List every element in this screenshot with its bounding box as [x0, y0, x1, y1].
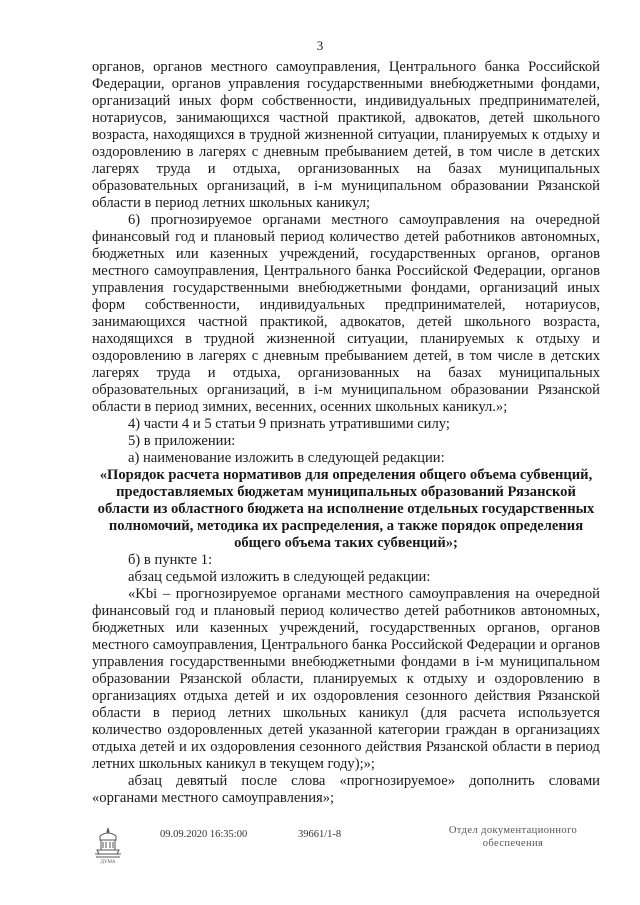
paragraph: 4) части 4 и 5 статьи 9 признать утратившими силу;	[128, 416, 450, 432]
footer-datetime: 09.09.2020 16:35:00	[160, 829, 248, 840]
footer-dept-line2: обеспечения	[482, 838, 544, 849]
page-footer	[0, 826, 640, 886]
paragraph: 5) в приложении:	[128, 433, 236, 449]
paragraph: органов, органов местного самоуправления, Центрального банка Российской Федерации, органов управления государственными внебюджетными фондами, организаций иных форм собственности, индивидуальных предпринимателей, нотариусов, занимающихся частной практикой, адвокатов, детей школьного возраста, находящихся в трудной жизненной ситуации, планируемых к отдыху и оздоровлению в лагерях с дневным пребыванием детей, в том числе в детских лагерях труда и отдыха, организованных на базах муниципальных образовательных организаций, в i-м муниципальном образовании Рязанской области в период летних школьных каникул;	[92, 59, 600, 211]
paragraph: а) наименование изложить в следующей редакции:	[128, 450, 445, 466]
paragraph: абзац седьмой изложить в следующей редакции:	[128, 569, 431, 585]
svg-text:ДУМА: ДУМА	[100, 860, 116, 865]
paragraph: б) в пункте 1:	[128, 552, 213, 568]
footer-document-number: 39661/1-8	[298, 829, 342, 840]
paragraph: абзац девятый после слова «прогнозируемое» дополнить словами «органами местного самоуправления»;	[92, 773, 600, 806]
footer-department-stamp	[448, 824, 578, 850]
paragraph: 6) прогнозируемое органами местного самоуправления на очередной финансовый год и плановый период количество детей работников автономных, бюджетных или казенных учреждений, государственных органов, органов местного самоуправления, Центрального банка Российской Федерации, органов управления государственными внебюджетными фондами, организаций иных форм собственности, индивидуальных предпринимателей, нотариусов, занимающихся частной практикой, адвокатов, детей школьного возраста, находящихся в трудной жизненной ситуации, планируемых к отдыху и оздоровлению в лагерях с дневным пребыванием детей, в том числе в детских лагерях труда и отдыха, организованных на базах муниципальных образовательных организаций, в i-м муниципальном образовании Рязанской области в период зимних, весенних, осенних школьных каникул.»;	[92, 212, 600, 415]
footer-dept-line1: Отдел документационного	[448, 825, 578, 836]
paragraph: «Kbi – прогнозируемое органами местного самоуправления на очередной финансовый год и плановый период количество детей работников автономных, бюджетных или казенных учреждений, государственных органов, органов местного самоуправления, Центрального банка Российской Федерации и органов управления государственными внебюджетными фондами в i-м муниципальном образовании Рязанской области, планируемых к отдыху и оздоровлению в организациях отдыха детей и их оздоровления сезонного действия Рязанской области в период летних школьных каникул (для расчета используется количество оздоровленных детей указанной категории граждан в организациях отдыха детей и их оздоровления сезонного действия Рязанской области в период летних школьных каникул в текущем году);»;	[92, 586, 600, 772]
coat-of-arms-icon	[92, 826, 124, 866]
page-number: 3	[316, 38, 324, 53]
document-body	[92, 59, 600, 807]
section-title: «Порядок расчета нормативов для определения общего объема субвенций, предоставляемых бюджетам муниципальных образований Рязанской области из областного бюджета на исполнение отдельных государственных полномочий, методика их распределения, а также порядок определения общего объема таких субвенций»;	[97, 467, 595, 551]
